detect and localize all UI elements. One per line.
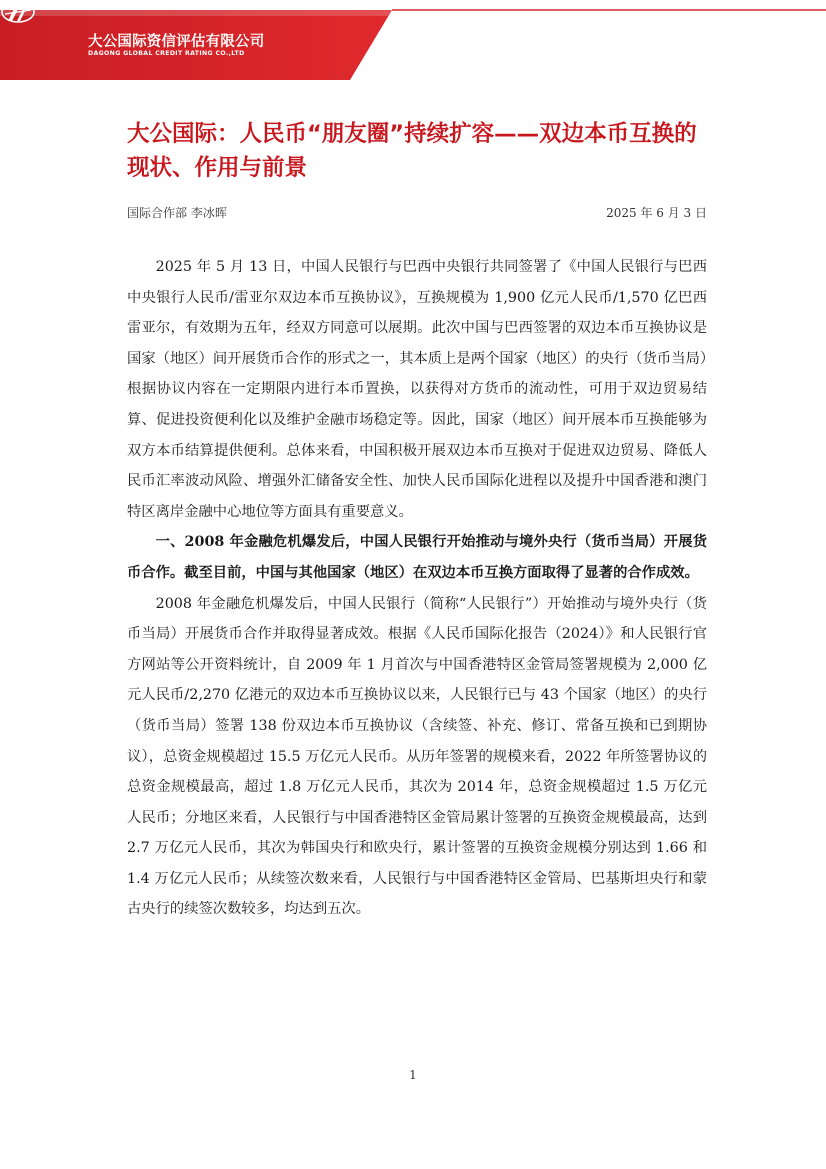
dagong-logo-icon [0, 0, 36, 24]
section-heading: 一、2008 年金融危机爆发后，中国人民银行开始推动与境外央行（货币当局）开展货币合作。截至目前，中国与其他国家（地区）在双边本币互换方面取得了显著的合作成效。 [127, 534, 707, 581]
article-title: 大公国际：人民币“朋友圈”持续扩容——双边本币互换的现状、作用与前景 [127, 121, 697, 181]
publish-date: 2025 年 6 月 3 日 [606, 206, 707, 220]
company-name-cn: 大公国际资信评估有限公司 [88, 34, 265, 50]
article-body [127, 252, 707, 925]
header-band [0, 0, 826, 80]
byline [127, 204, 707, 224]
author: 国际合作部 李冰晖 [127, 206, 227, 220]
paragraph: 2025 年 5 月 13 日，中国人民银行与巴西中央银行共同签署了《中国人民银行与巴西中央银行人民币/雷亚尔双边本币互换协议》，互换规模为 1,900 亿元人民币/1,570 亿巴西雷亚尔，有效期为五年，经双方同意可以展期。此次中国与巴西签署的双边本币互换协议是国家（地区）间开展货币合作的形式之一，其本质上是两个国家（地区）的央行（货币当局）根据协议内容在一定期限内进行本币置换，以获得对方货币的流动性，可用于双边贸易结算、促进投资便利化以及维护金融市场稳定等。因此，国家（地区）间开展本币互换能够为双方本币结算提供便利。总体来看，中国积极开展双边本币互换对于促进双边贸易、降低人民币汇率波动风险、增强外汇储备安全性、加快人民币国际化进程以及提升中国香港和澳门特区离岸金融中心地位等方面具有重要意义。 [127, 259, 707, 520]
company-name-en: DAGONG GLOBAL CREDIT RATING CO.,LTD [88, 50, 245, 57]
page-number: 1 [409, 1068, 417, 1082]
paragraph: 2008 年金融危机爆发后，中国人民银行（简称“人民银行”）开始推动与境外央行（货币当局）开展货币合作并取得显著成效。根据《人民币国际化报告（2024）》和人民银行官方网站等公开资料统计，自 2009 年 1 月首次与中国香港特区金管局签署规模为 2,000 亿元人民币/2,270 亿港元的双边本币互换协议以来，人民银行已与 43 个国家（地区）的央行（货币当局）签署 138 份双边本币互换协议（含续签、补充、修订、常备互换和已到期协议），总资金规模超过 15.5 万亿元人民币。从历年签署的规模来看，2022 年所签署协议的总资金规模最高，超过 1.8 万亿元人民币，其次为 2014 年，总资金规模超过 1.5 万亿元人民币；分地区来看，人民银行与中国香港特区金管局累计签署的互换资金规模最高，达到 2.7 万亿元人民币，其次为韩国央行和欧央行，累计签署的互换资金规模分别达到 1.66 和 1.4 万亿元人民币；从续签次数来看，人民银行与中国香港特区金管局、巴基斯坦央行和蒙古央行的续签次数较多，均达到五次。 [127, 595, 707, 918]
